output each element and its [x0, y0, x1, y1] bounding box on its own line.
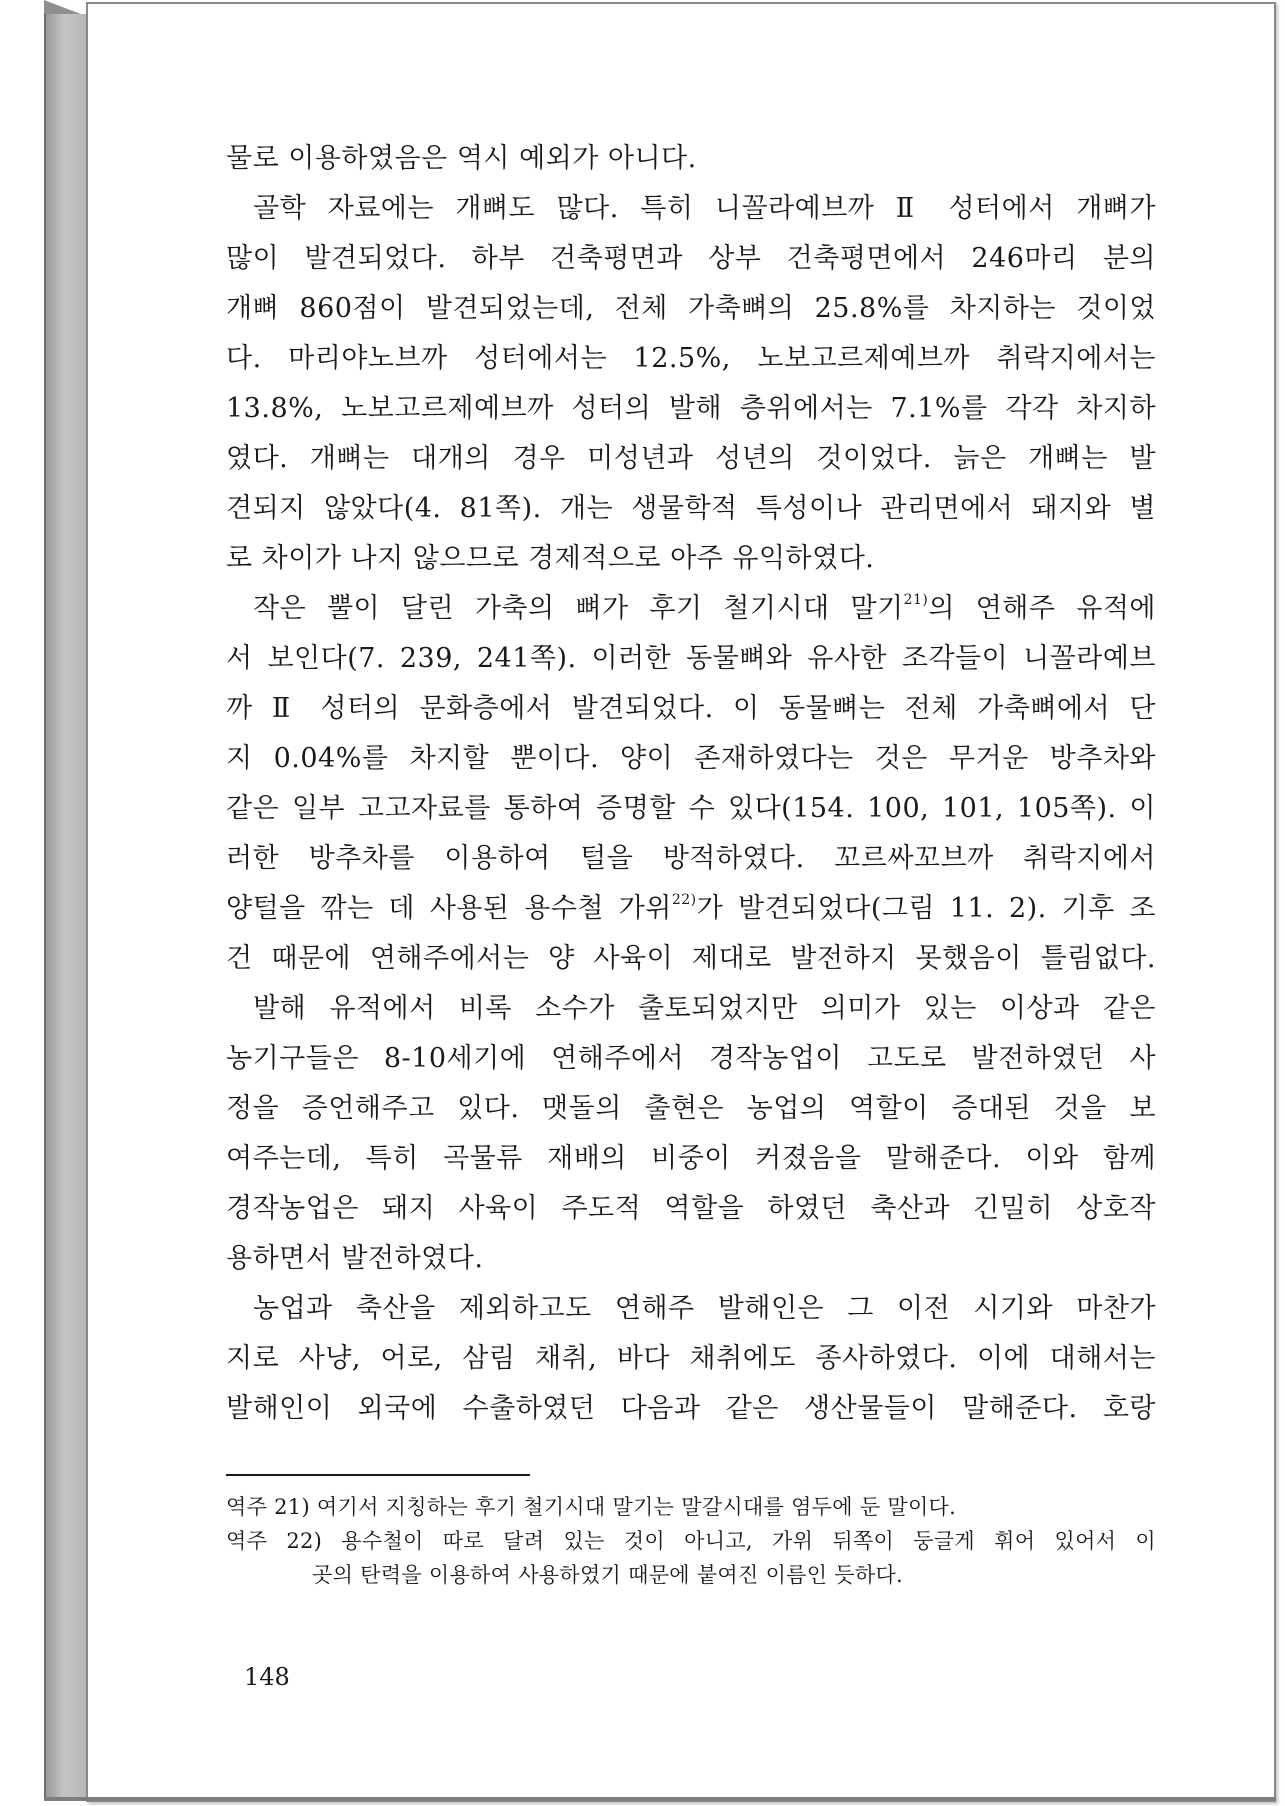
text-line: 같은 일부 고고자료를 통하여 증명할 수 있다(154. 100, 101, 105쪽). 이 — [226, 793, 1156, 824]
text-segment: 가 발견되었다(그림 11. 2). 기후 조 — [696, 893, 1156, 924]
text-line: 러한 방추차를 이용하여 털을 방적하였다. 꼬르싸꼬브까 취락지에서 — [226, 843, 1156, 874]
footnote-22: 역주 22) 용수철이 따로 달려 있는 것이 아니고, 가위 뒤쪽이 둥글게 휘어 있어서 이 — [226, 1529, 1156, 1553]
text-line: 13.8%, 노보고르제예브까 성터의 발해 층위에서는 7.1%를 각각 차지하 — [226, 393, 1156, 424]
text-segment: 의 연해주 유적에 — [928, 593, 1156, 624]
text-line: 골학 자료에는 개뼈도 많다. 특히 니꼴라예브까 Ⅱ 성터에서 개뼈가 — [253, 193, 1156, 224]
text-segment: 작은 뿔이 달린 가축의 뼈가 후기 철기시대 말기 — [253, 593, 904, 624]
text-line — [226, 584, 1156, 634]
footnote-ref-22: 22) — [671, 892, 697, 908]
text-line: 지로 사냥, 어로, 삼림 채취, 바다 채취에도 종사하였다. 이에 대해서는 — [226, 1343, 1156, 1374]
footnotes — [226, 1490, 1156, 1592]
text-line: 다. 마리야노브까 성터에서는 12.5%, 노보고르제예브까 취락지에서는 — [226, 343, 1156, 374]
text-line: 농기구들은 8-10세기에 연해주에서 경작농업이 고도로 발전하였던 사 — [226, 1043, 1156, 1074]
body-text — [226, 134, 1156, 1434]
page-bottom-edge — [44, 1797, 1276, 1801]
text-line: 정을 증언해주고 있다. 맷돌의 출현은 농업의 역할이 증대된 것을 보 — [226, 1093, 1156, 1124]
text-line: 여주는데, 특히 곡물류 재배의 비중이 커졌음을 말해준다. 이와 함께 — [226, 1143, 1156, 1174]
footnote-ref-21: 21) — [903, 592, 929, 608]
text-line: 견되지 않았다(4. 81쪽). 개는 생물학적 특성이나 관리면에서 돼지와 별 — [226, 493, 1156, 524]
text-line: 발해 유적에서 비록 소수가 출토되었지만 의미가 있는 이상과 같은 — [253, 993, 1156, 1024]
text-line: 지 0.04%를 차지할 뿐이다. 양이 존재하였다는 것은 무거운 방추차와 — [226, 743, 1156, 774]
footnote-21: 역주 21) 여기서 지칭하는 후기 철기시대 말기는 말갈시대를 염두에 둔 말이다. — [226, 1495, 957, 1519]
page-number: 148 — [244, 1663, 290, 1691]
text-line: 경작농업은 돼지 사육이 주도적 역할을 하였던 축산과 긴밀히 상호작 — [226, 1193, 1156, 1224]
text-line: 까 Ⅱ 성터의 문화층에서 발견되었다. 이 동물뼈는 전체 가축뼈에서 단 — [226, 693, 1156, 724]
text-line: 였다. 개뼈는 대개의 경우 미성년과 성년의 것이었다. 늙은 개뼈는 발 — [226, 443, 1156, 474]
text-line: 물로 이용하였음은 역시 예외가 아니다. — [226, 143, 697, 174]
text-line: 서 보인다(7. 239, 241쪽). 이러한 동물뼈와 유사한 조각들이 니꼴라예브 — [226, 643, 1156, 674]
footnote-22-continued: 곳의 탄력을 이용하여 사용하였기 때문에 붙여진 이름인 듯하다. — [312, 1563, 904, 1587]
text-line: 건 때문에 연해주에서는 양 사육이 제대로 발전하지 못했음이 틀림없다. — [226, 943, 1156, 974]
text-line: 농업과 축산을 제외하고도 연해주 발해인은 그 이전 시기와 마찬가 — [253, 1293, 1156, 1324]
text-line: 발해인이 외국에 수출하였던 다음과 같은 생산물들이 말해준다. 호랑 — [226, 1393, 1156, 1424]
text-line: 용하면서 발전하였다. — [226, 1243, 484, 1274]
text-line: 개뼈 860점이 발견되었는데, 전체 가축뼈의 25.8%를 차지하는 것이었 — [226, 293, 1156, 324]
text-line: 많이 발견되었다. 하부 건축평면과 상부 건축평면에서 246마리 분의 — [226, 243, 1156, 274]
text-line: 로 차이가 나지 않으므로 경제적으로 아주 유익하였다. — [226, 543, 875, 574]
footnote-divider — [226, 1474, 530, 1476]
text-line — [226, 884, 1156, 934]
text-segment: 양털을 깎는 데 사용된 용수철 가위 — [226, 893, 672, 924]
book-spine — [44, 14, 86, 1799]
